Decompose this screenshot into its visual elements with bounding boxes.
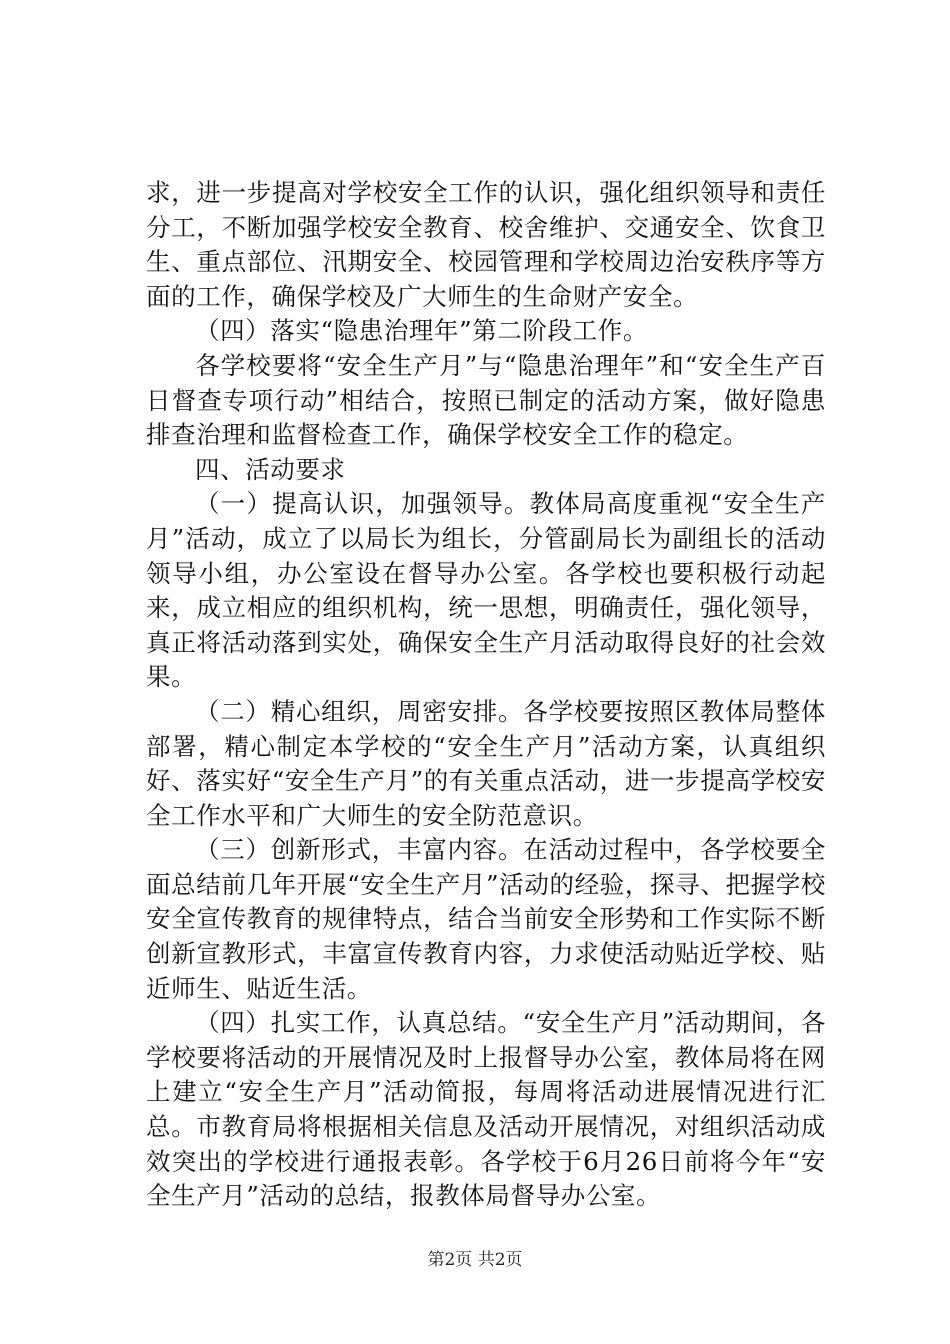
paragraph-requirement-3: （三）创新形式，丰富内容。在活动过程中，各学校要全面总结前几年开展“安全生产月”活动的经验，探寻、把握学校安全宣传教育的规律特点，结合当前安全形势和工作实际不断创新宣教形式，丰富宣传教育内容，力求使活动贴近学校、贴近师生、贴近生活。 bbox=[146, 835, 826, 1003]
document-body bbox=[146, 176, 826, 1214]
paragraph-implement-body: 各学校要将“安全生产月”与“隐患治理年”和“安全生产百日督查专项行动”相结合，按照已制定的活动方案，做好隐患排查治理和监督检查工作，确保学校安全工作的稳定。 bbox=[146, 350, 826, 450]
paragraph-requirement-4: （四）扎实工作，认真总结。“安全生产月”活动期间，各学校要将活动的开展情况及时上报督导办公室，教体局将在网上建立“安全生产月”活动简报，每周将活动进展情况进行汇总。市教育局将根据相关信息及活动开展情况，对组织活动成效突出的学校进行通报表彰。各学校于6月26日前将今年“安全生产月”活动的总结，报教体局督导办公室。 bbox=[146, 1008, 826, 1211]
paragraph-requirement-1: （一）提高认识，加强领导。教体局高度重视“安全生产月”活动，成立了以局长为组长，分管副局长为副组长的活动领导小组，办公室设在督导办公室。各学校也要积极行动起来，成立相应的组织机构，统一思想，明确责任，强化领导，真正将活动落到实处，确保安全生产月活动取得良好的社会效果。 bbox=[146, 489, 826, 692]
paragraph-requirement-2: （二）精心组织，周密安排。各学校要按照区教体局整体部署，精心制定本学校的“安全生产月”活动方案，认真组织好、落实好“安全生产月”的有关重点活动，进一步提高学校安全工作水平和广大师生的安全防范意识。 bbox=[146, 696, 826, 830]
section-heading-requirements: 四、活动要求 bbox=[195, 454, 346, 484]
paragraph-heading-implement: （四）落实“隐患治理年”第二阶段工作。 bbox=[195, 316, 648, 346]
page-number-footer: 第2页 共2页 bbox=[427, 1250, 523, 1270]
paragraph-continuation: 求，进一步提高对学校安全工作的认识，强化组织领导和责任分工，不断加强学校安全教育、校舍维护、交通安全、饮食卫生、重点部位、汛期安全、校园管理和学校周边治安秩序等方面的工作，确保学校及广大师生的生命财产安全。 bbox=[146, 178, 826, 311]
